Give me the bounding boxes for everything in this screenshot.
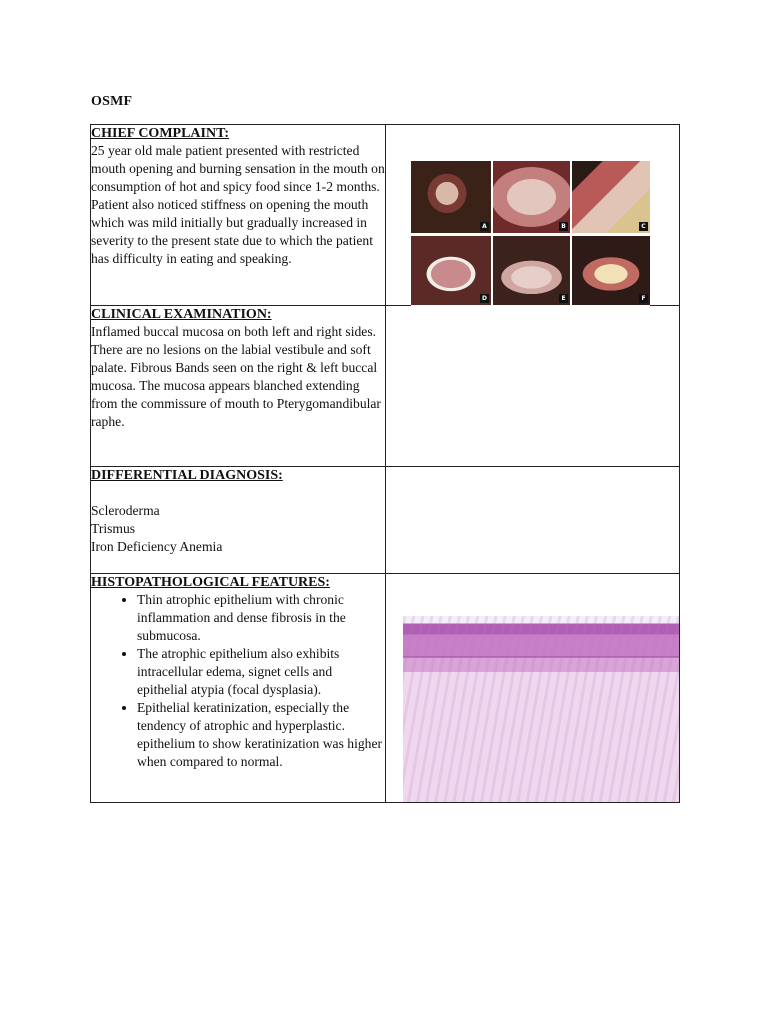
clinical-examination-heading: CLINICAL EXAMINATION: bbox=[91, 307, 272, 322]
histopathology-cell bbox=[91, 574, 386, 803]
histopathology-row bbox=[91, 574, 680, 803]
histopathology-feature-list bbox=[91, 591, 385, 771]
differential-item: Scleroderma bbox=[91, 503, 160, 518]
chief-complaint-heading: CHIEF COMPLAINT: bbox=[91, 126, 230, 141]
photo-label-e: E bbox=[559, 294, 568, 303]
clinical-photo-d bbox=[411, 236, 491, 305]
photo-label-c: C bbox=[639, 222, 648, 231]
histology-micrograph bbox=[403, 616, 679, 802]
clinical-photo-b bbox=[493, 161, 570, 233]
clinical-examination-cell bbox=[91, 306, 386, 467]
case-report-table bbox=[90, 124, 680, 803]
photo-label-b: B bbox=[559, 222, 568, 231]
differential-item: Trismus bbox=[91, 521, 136, 536]
empty-cell-differential bbox=[386, 467, 680, 574]
histology-image-cell bbox=[386, 574, 680, 803]
clinical-examination-row bbox=[91, 306, 680, 467]
photo-label-d: D bbox=[480, 294, 489, 303]
clinical-photo-collage bbox=[411, 161, 650, 306]
photo-label-a: A bbox=[480, 222, 489, 231]
feature-item: • The atrophic epithelium also exhibits intracellular edema, signet cells and epithelial atypia (focal dysplasia). bbox=[137, 645, 385, 699]
photo-label-f: F bbox=[639, 294, 648, 303]
chief-complaint-text: 25 year old male patient presented with restricted mouth opening and burning sensation in the mouth on consumption of hot and spicy food since 1-2 months. Patient also noticed stiffness on opening the mouth which was mild initially but gradually increased in severity to the present state due to which the patient has difficulty in eating and speaking. bbox=[91, 143, 385, 266]
feature-item: • Thin atrophic epithelium with chronic inflammation and dense fibrosis in the submucosa. bbox=[137, 591, 385, 645]
histopathology-heading: HISTOPATHOLOGICAL FEATURES: bbox=[91, 575, 330, 590]
clinical-examination-text: Inflamed buccal mucosa on both left and right sides. There are no lesions on the labial vestibule and soft palate. Fibrous Bands seen on the right & left buccal mucosa. The mucosa appears blanched extending from the commissure of mouth to Pterygomandibular raphe. bbox=[91, 324, 381, 429]
clinical-photos-cell bbox=[386, 125, 680, 306]
differential-diagnosis-cell bbox=[91, 467, 386, 574]
document-title: OSMF bbox=[91, 94, 133, 109]
chief-complaint-row bbox=[91, 125, 680, 306]
clinical-photo-a bbox=[411, 161, 491, 233]
clinical-photo-e bbox=[493, 236, 570, 305]
differential-diagnosis-heading: DIFFERENTIAL DIAGNOSIS: bbox=[91, 468, 283, 483]
chief-complaint-cell bbox=[91, 125, 386, 306]
feature-item: • Epithelial keratinization, especially the tendency of atrophic and hyperplastic. epithelium to show keratinization was higher when compared to normal. bbox=[137, 699, 385, 771]
empty-cell-clinical bbox=[386, 306, 680, 467]
differential-diagnosis-row bbox=[91, 467, 680, 574]
differential-item: Iron Deficiency Anemia bbox=[91, 539, 223, 554]
clinical-photo-c bbox=[572, 161, 650, 233]
clinical-photo-f bbox=[572, 236, 650, 305]
